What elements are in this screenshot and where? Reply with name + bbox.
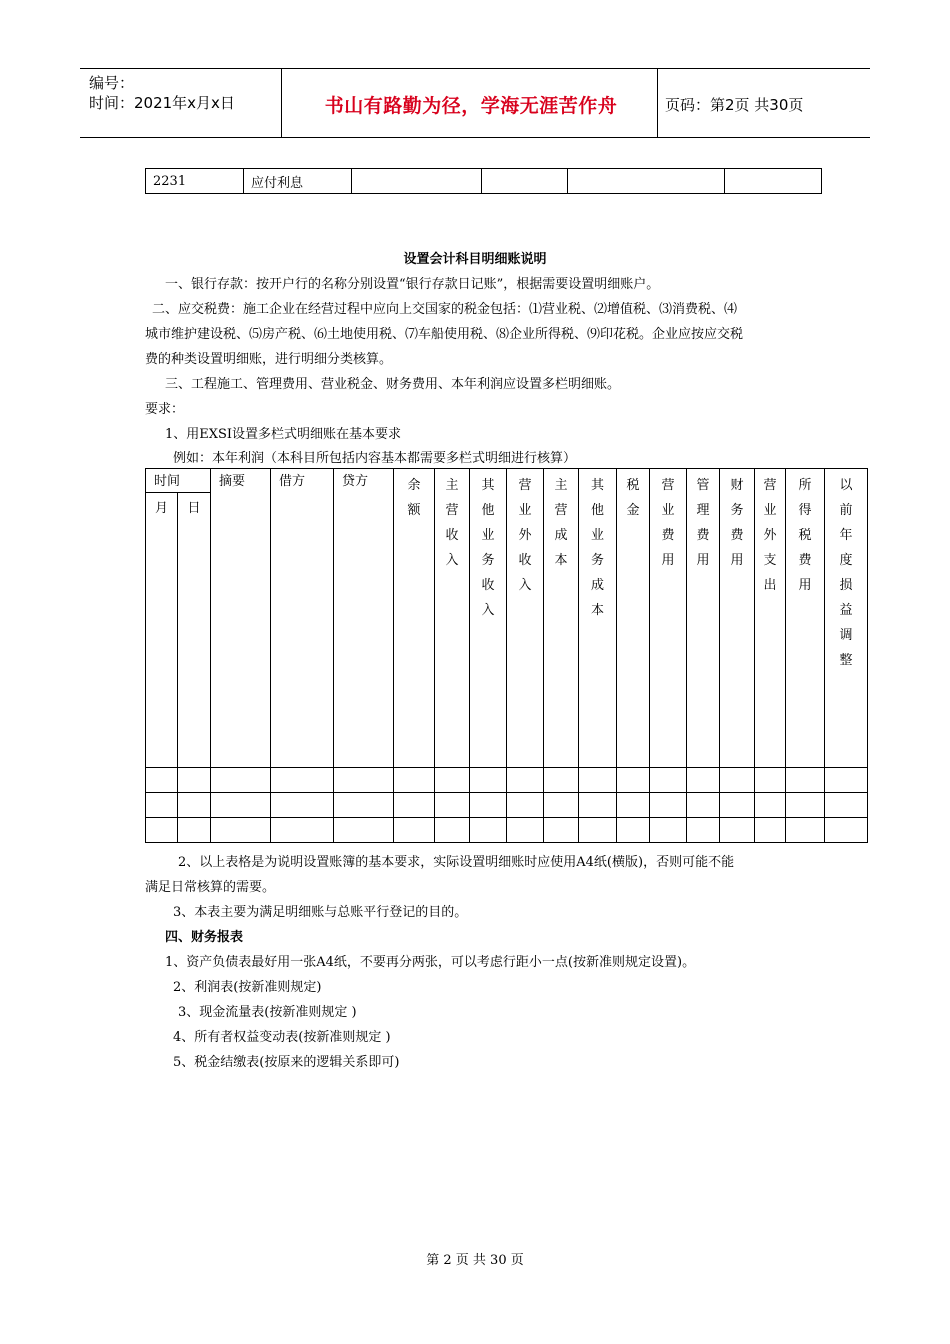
col-non-operating-expense: 营业外支出 [755,469,786,768]
header-time: 时间：2021年x月x日 [89,94,235,112]
paragraph-tax-cont: 城市维护建设税、⑸房产税、⑹土地使用税、⑺车船使用税、⑻企业所得税、⑼印花税。企业应按应交税 [145,327,744,342]
col-other-revenue: 其他业务收入 [470,469,507,768]
report-item-5: 5、税金结缴表(按原来的逻辑关系即可) [173,1055,400,1070]
table-cell [352,169,482,194]
example-text: 例如：本年利润（本科目所包括内容基本都需要多栏式明细进行核算） [173,451,577,466]
header-meta [89,73,235,113]
col-other-cost: 其他业务成本 [579,469,617,768]
col-finance-expense: 财务费用 [720,469,755,768]
paragraph-tax-cont: 费的种类设置明细账，进行明细分类核算。 [145,352,393,367]
section-title: 设置会计科目明细账说明 [403,252,547,267]
col-admin-expense: 管理费用 [687,469,720,768]
report-item-2: 2、利润表(按新准则规定) [173,980,322,995]
header-number: 编号： [89,74,135,92]
requirement-1: 1、用EXSI设置多栏式明细账在基本要求 [165,427,402,442]
page-footer: 第 2 页 共 30 页 [426,1253,524,1268]
page-header [80,68,870,138]
report-item-1: 1、资产负债表最好用一张A4纸，不要再分两张，可以考虑行距小一点(按新准则规定设置)。 [165,955,696,970]
account-table [145,168,822,194]
ledger-table [145,468,868,843]
paragraph-tax: 二、应交税费：施工企业在经营过程中应向上交国家的税金包括：⑴营业税、⑵增值税、⑶消费税、⑷ [152,302,738,317]
table-cell [568,169,725,194]
header-motto: 书山有路勤为径，学海无涯苦作舟 [324,95,618,117]
col-main-revenue: 主营收入 [435,469,470,768]
account-code: 2231 [146,169,244,194]
ledger-header-row [146,469,868,493]
paragraph-bank: 一、银行存款：按开户行的名称分别设置“银行存款日记账”，根据需要设置明细账户。 [165,277,660,292]
table-row [146,169,822,194]
requirements-label: 要求： [145,402,185,417]
note-3: 3、本表主要为满足明细账与总账平行登记的目的。 [173,905,468,920]
table-row [146,768,868,793]
col-income-tax: 所得税费用 [786,469,825,768]
col-time: 时间 [146,469,211,493]
col-prior-year-adjustment: 以前年度损益调整 [825,469,868,768]
col-tax: 税金 [617,469,650,768]
col-selling-expense: 营业费用 [650,469,687,768]
header-divider [657,69,658,137]
col-non-operating-income: 营业外收入 [507,469,544,768]
col-balance: 余额 [394,469,435,768]
col-main-cost: 主营成本 [544,469,579,768]
col-day: 日 [178,493,211,768]
note-2-cont: 满足日常核算的需要。 [145,880,276,895]
note-2: 2、以上表格是为说明设置账簿的基本要求，实际设置明细账时应使用A4纸(横版)，否则可能不能 [178,855,735,870]
paragraph-multicolumn: 三、工程施工、管理费用、营业税金、财务费用、本年利润应设置多栏明细账。 [165,377,621,392]
table-cell [725,169,822,194]
table-row [146,793,868,818]
account-name: 应付利息 [244,169,352,194]
table-row [146,818,868,843]
header-page-number: 页码：第2页 共30页 [665,96,804,114]
section-heading: 四、财务报表 [165,930,244,945]
col-credit: 贷方 [334,469,394,768]
col-month: 月 [146,493,178,768]
table-cell [482,169,568,194]
report-item-3: 3、现金流量表(按新准则规定 ) [178,1005,357,1020]
report-item-4: 4、所有者权益变动表(按新准则规定 ) [173,1030,391,1045]
col-summary: 摘要 [211,469,271,768]
col-debit: 借方 [271,469,334,768]
